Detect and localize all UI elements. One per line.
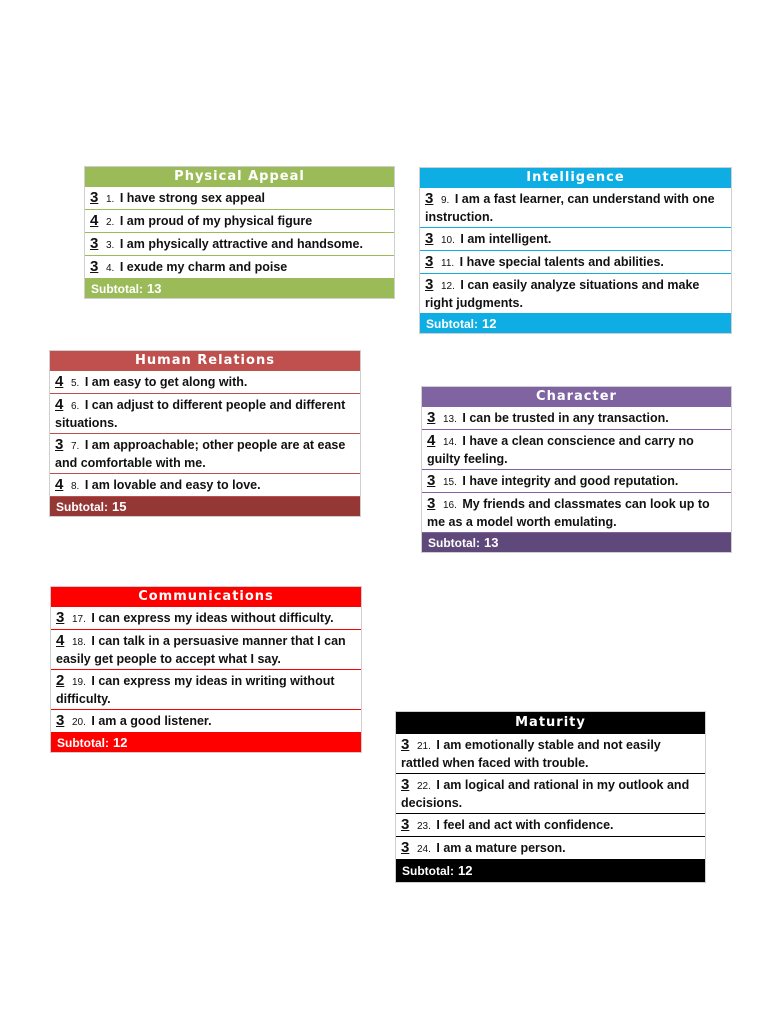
subtotal-value: 12: [113, 735, 128, 750]
item-number: 14.: [443, 437, 457, 448]
subtotal-value: 13: [484, 535, 499, 550]
score: 3: [427, 409, 436, 426]
list-item: [85, 210, 394, 233]
list-item: [85, 233, 394, 256]
subtotal-value: 13: [147, 281, 162, 296]
item-text: My friends and classmates can look up to me as a model worth emulating.: [427, 497, 710, 529]
item-text: I am approachable; other people are at ease and comfortable with me.: [55, 438, 346, 470]
score: 3: [401, 736, 410, 753]
score: 3: [427, 472, 436, 489]
score: 3: [425, 230, 434, 247]
item-number: 13.: [443, 414, 457, 425]
item-text: I am lovable and easy to love.: [84, 478, 261, 492]
score: 3: [90, 258, 99, 275]
card-intelligence: [419, 167, 732, 334]
score: 3: [90, 189, 99, 206]
item-text: I can adjust to different people and different situations.: [55, 398, 346, 430]
item-number: 10.: [441, 235, 455, 246]
list-item: [420, 274, 731, 314]
list-item: [396, 837, 705, 860]
item-text: I exude my charm and poise: [119, 260, 288, 274]
list-item: [420, 188, 731, 228]
item-number: 20.: [72, 717, 86, 728]
subtotal: [396, 860, 705, 882]
list-item: [422, 470, 731, 493]
subtotal-label: Subtotal:: [56, 500, 108, 514]
card-communications: [50, 586, 362, 753]
item-number: 17.: [72, 614, 86, 625]
subtotal: [51, 733, 361, 752]
item-number: 18.: [72, 637, 86, 648]
subtotal-value: 15: [112, 499, 127, 514]
list-item: [396, 814, 705, 837]
item-number: 23.: [417, 821, 431, 832]
item-number: 12.: [441, 281, 455, 292]
list-item: [51, 630, 361, 670]
subtotal-label: Subtotal:: [428, 536, 480, 550]
subtotal: [420, 314, 731, 333]
item-text: I can talk in a persuasive manner that I can easily get people to accept what I say.: [56, 634, 346, 666]
card-maturity: [395, 711, 706, 883]
subtotal: [422, 533, 731, 552]
score: 3: [90, 235, 99, 252]
card-title: Intelligence: [420, 168, 731, 188]
score: 2: [56, 672, 65, 689]
list-item: [50, 371, 360, 394]
score: 4: [56, 632, 65, 649]
item-number: 21.: [417, 741, 431, 752]
card-title: Physical Appeal: [85, 167, 394, 187]
item-text: I am logical and rational in my outlook and decisions.: [401, 778, 690, 810]
item-number: 9.: [441, 195, 450, 206]
subtotal-label: Subtotal:: [91, 282, 143, 296]
list-item: [85, 187, 394, 210]
score: 4: [427, 432, 436, 449]
card-title: Communications: [51, 587, 361, 607]
score: 3: [425, 276, 434, 293]
item-text: I am a fast learner, can understand with one instruction.: [425, 192, 715, 224]
item-number: 6.: [71, 401, 80, 412]
item-number: 24.: [417, 844, 431, 855]
item-number: 4.: [106, 263, 115, 274]
item-text: I have strong sex appeal: [119, 191, 266, 205]
card-title: Character: [422, 387, 731, 407]
item-text: I have integrity and good reputation.: [462, 474, 679, 488]
item-text: I have a clean conscience and carry no guilty feeling.: [427, 434, 694, 466]
score: 3: [401, 816, 410, 833]
item-number: 2.: [106, 217, 115, 228]
item-number: 11.: [441, 258, 455, 269]
card-physical-appeal: [84, 166, 395, 299]
subtotal-label: Subtotal:: [426, 317, 478, 331]
score: 3: [425, 253, 434, 270]
item-text: I can express my ideas without difficulty.: [91, 611, 334, 625]
item-text: I am emotionally stable and not easily rattled when faced with trouble.: [401, 738, 661, 770]
list-item: [51, 670, 361, 710]
list-item: [51, 710, 361, 733]
item-number: 3.: [106, 240, 115, 251]
item-number: 7.: [71, 441, 80, 452]
item-text: I have special talents and abilities.: [459, 255, 664, 269]
subtotal: [85, 279, 394, 298]
item-text: I am intelligent.: [460, 232, 552, 246]
score: 3: [425, 190, 434, 207]
list-item: [396, 774, 705, 814]
item-text: I am easy to get along with.: [84, 375, 248, 389]
list-item: [51, 607, 361, 630]
score: 4: [90, 212, 99, 229]
list-item: [50, 474, 360, 497]
list-item: [422, 493, 731, 533]
item-number: 1.: [106, 194, 115, 205]
item-number: 19.: [72, 677, 86, 688]
score: 3: [56, 609, 65, 626]
item-number: 16.: [443, 500, 457, 511]
subtotal-label: Subtotal:: [402, 864, 454, 878]
list-item: [422, 407, 731, 430]
item-number: 15.: [443, 477, 457, 488]
score: 4: [55, 373, 64, 390]
score: 3: [401, 776, 410, 793]
item-text: I can be trusted in any transaction.: [462, 411, 669, 425]
subtotal-label: Subtotal:: [57, 736, 109, 750]
list-item: [50, 434, 360, 474]
item-number: 8.: [71, 481, 80, 492]
item-number: 5.: [71, 378, 80, 389]
item-number: 22.: [417, 781, 431, 792]
score: 4: [55, 476, 64, 493]
item-text: I am a good listener.: [91, 714, 212, 728]
card-character: [421, 386, 732, 553]
item-text: I feel and act with confidence.: [436, 818, 614, 832]
item-text: I am proud of my physical figure: [119, 214, 313, 228]
card-human-relations: [49, 350, 361, 517]
score: 3: [55, 436, 64, 453]
list-item: [396, 734, 705, 774]
list-item: [50, 394, 360, 434]
item-text: I can express my ideas in writing without difficulty.: [56, 674, 335, 706]
list-item: [85, 256, 394, 279]
score: 4: [55, 396, 64, 413]
card-title: Maturity: [396, 712, 705, 734]
list-item: [422, 430, 731, 470]
item-text: I am physically attractive and handsome.: [119, 237, 363, 251]
list-item: [420, 251, 731, 274]
subtotal: [50, 497, 360, 516]
item-text: I am a mature person.: [436, 841, 566, 855]
score: 3: [401, 839, 410, 856]
score: 3: [427, 495, 436, 512]
subtotal-value: 12: [482, 316, 497, 331]
subtotal-value: 12: [458, 863, 473, 878]
score: 3: [56, 712, 65, 729]
card-title: Human Relations: [50, 351, 360, 371]
item-text: I can easily analyze situations and make right judgments.: [425, 278, 700, 310]
list-item: [420, 228, 731, 251]
